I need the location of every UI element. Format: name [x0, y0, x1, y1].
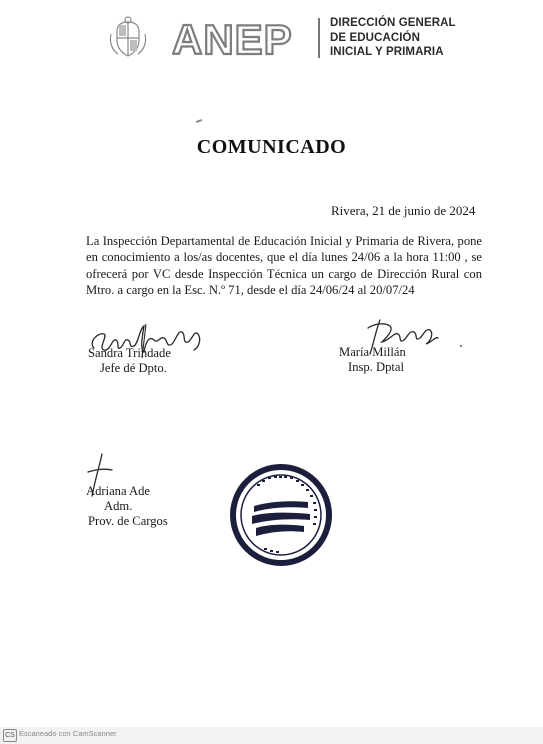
institution-line-2: DE EDUCACIÓN: [330, 31, 421, 44]
camscanner-logo-icon: CS: [3, 729, 17, 742]
anep-logo: [172, 14, 312, 64]
signer-left-role: Jefe dé Dpto.: [100, 361, 167, 375]
official-stamp-icon: [228, 462, 334, 568]
institution-name: [330, 16, 456, 60]
scan-mark: [196, 119, 202, 123]
document-title: COMUNICADO: [196, 136, 347, 158]
signer-left-name: Sandra Trindade: [88, 346, 171, 360]
date-line: Rivera, 21 de junio de 2024: [331, 203, 476, 218]
signer-right-name: María Millán: [339, 345, 406, 359]
institution-line-1: DIRECCIÓN GENERAL: [330, 17, 456, 29]
anep-logo-text: ANEP: [172, 16, 293, 63]
signer-bottom-name: Adriana Ade: [86, 484, 150, 498]
header-divider: [318, 18, 320, 58]
coat-of-arms-icon: [108, 16, 148, 60]
scan-dot: [460, 345, 462, 347]
signer-bottom-role: Adm.: [104, 499, 133, 513]
header-logo-group: [108, 14, 458, 64]
body-paragraph: La Inspección Departamental de Educación Inicial y Primaria de Rivera, pone en conocimiento a los/as docentes, que el día lunes 24/06 a la hora 11:00 , se ofrecerá por VC desde Inspección Técnica un cargo de Dirección Rural con Mtro. a cargo en la Esc. N.º 71, desde el día 24/06/24 al 20/07/24: [86, 234, 482, 298]
scanner-watermark-text: Escaneado con CamScanner: [19, 729, 117, 738]
signer-bottom-dept: Prov. de Cargos: [88, 514, 168, 528]
institution-line-3: INICIAL Y PRIMARIA: [330, 46, 444, 58]
signer-right-role: Insp. Dptal: [348, 360, 404, 374]
